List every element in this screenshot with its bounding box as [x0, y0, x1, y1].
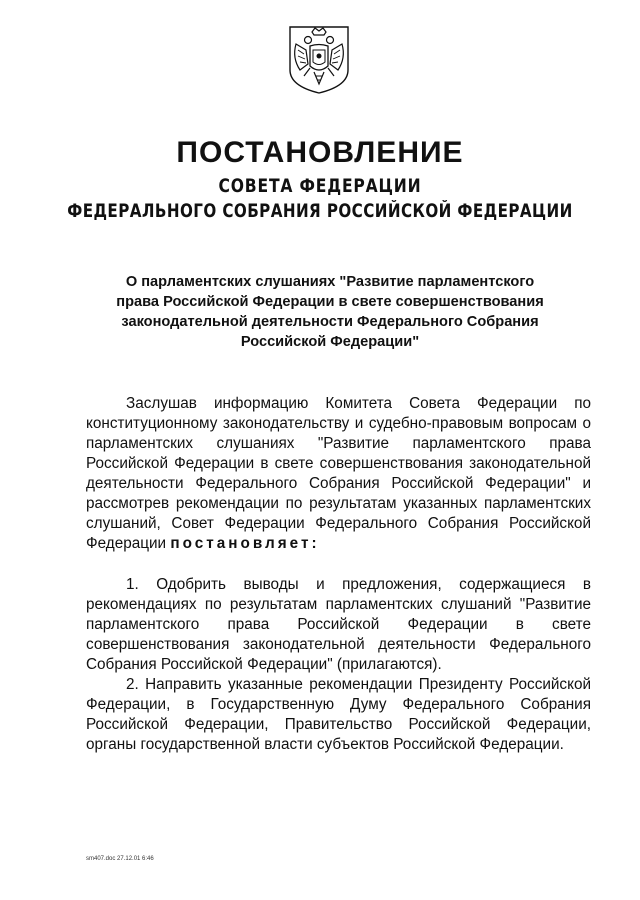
resolves-keyword: постановляет: — [170, 535, 320, 552]
issuing-body-line2: ФЕДЕРАЛЬНОГО СОБРАНИЯ РОССИЙСКОЙ ФЕДЕРАЦИИ — [67, 201, 573, 222]
file-reference: sm407.doc 27.12.01 6:46 — [86, 856, 154, 862]
subject-line: законодательной деятельности Федерального Собрания — [121, 314, 539, 330]
resolution-item-2: 2. Направить указанные рекомендации Президенту Российской Федерации, в Государственную Думу Федерального Собрания Российской Федерации, Правительство Российской Федерации, органы государственной власти субъектов Российской Федерации. — [86, 676, 591, 753]
subject-line: О парламентских слушаниях "Развитие парламентского — [125, 274, 535, 290]
document-title: ПОСТАНОВЛЕНИЕ — [176, 136, 464, 169]
resolution-subject — [90, 272, 570, 352]
resolution-item-1: 1. Одобрить выводы и предложения, содержащиеся в рекомендациях по результатам парламентских слушаний "Развитие парламентского права Российской Федерации в свете совершенствования законодательной деятельности Федерального Собрания Российской Федерации" (прилагаются). — [86, 576, 591, 673]
preamble-paragraph — [86, 394, 591, 554]
subject-line: Российской Федерации" — [240, 334, 420, 350]
preamble-text: Заслушав информацию Комитета Совета Федерации по конституционному законодательству и судебно-правовым вопросам о парламентских слушаниях "Развитие парламентского права Российской Федерации в свете совершенствования законодательной деятельности Федерального Собрания Российской Федерации" и рассмотрев рекомендации по результатам указанных парламентских слушаний, Совет Федерации Федерального Собрания Российской Федерации — [86, 395, 591, 552]
resolution-body — [86, 394, 591, 755]
issuing-body-line1: СОВЕТА ФЕДЕРАЦИИ — [218, 175, 422, 197]
subject-line: права Российской Федерации в свете совершенствования — [116, 294, 544, 310]
coat-of-arms-icon — [288, 26, 350, 94]
